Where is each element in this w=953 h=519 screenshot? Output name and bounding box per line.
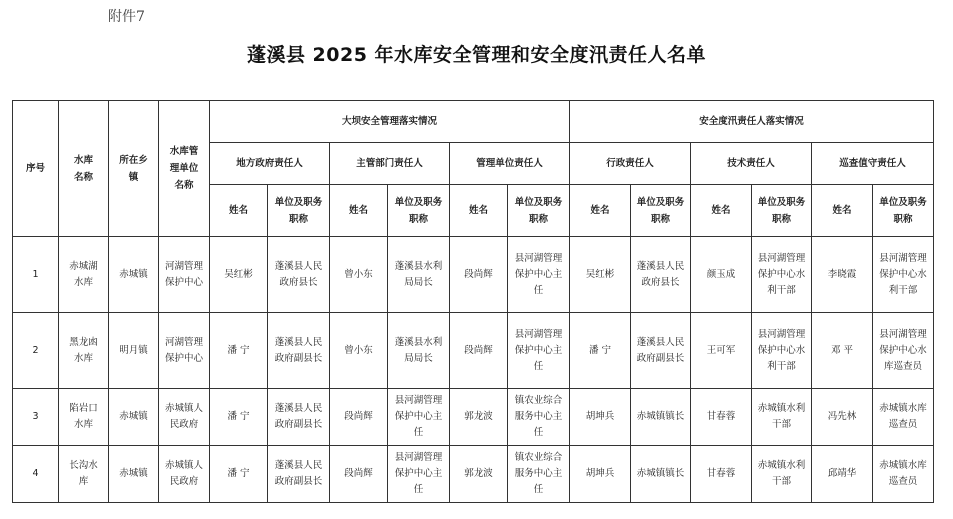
cell-admin-name: 潘 宁 xyxy=(570,313,631,389)
cell-mu-title: 县河湖管理保护中心主任 xyxy=(508,237,570,313)
cell-reservoir: 黑龙凼水库 xyxy=(59,313,109,389)
cell-reservoir: 赤城湖水库 xyxy=(59,237,109,313)
cell-admin-title: 蓬溪县人民政府县长 xyxy=(631,237,691,313)
cell-mu-name: 郭龙波 xyxy=(450,389,508,446)
header-name: 姓名 xyxy=(570,185,631,237)
cell-mu-title: 镇农业综合服务中心主任 xyxy=(508,389,570,446)
header-unit-title: 单位及职务职称 xyxy=(873,185,934,237)
cell-patrol-name: 邱靖华 xyxy=(812,446,873,503)
attachment-label: 附件7 xyxy=(108,9,145,25)
header-mgmt-unit: 水库管理单位名称 xyxy=(159,101,210,237)
cell-dept-name: 段尚辉 xyxy=(330,446,388,503)
table-row xyxy=(13,389,934,446)
cell-seq: 3 xyxy=(13,389,59,446)
cell-town: 明月镇 xyxy=(109,313,159,389)
header-name: 姓名 xyxy=(691,185,752,237)
cell-dept-title: 蓬溪县水利局局长 xyxy=(388,237,450,313)
cell-seq: 1 xyxy=(13,237,59,313)
header-unit-title: 单位及职务职称 xyxy=(268,185,330,237)
cell-mgmt-unit: 河湖管理保护中心 xyxy=(159,313,210,389)
cell-dept-title: 县河湖管理保护中心主任 xyxy=(388,389,450,446)
cell-gov-title: 蓬溪县人民政府副县长 xyxy=(268,389,330,446)
cell-patrol-title: 赤城镇水库巡查员 xyxy=(873,446,934,503)
cell-reservoir: 长沟水库 xyxy=(59,446,109,503)
cell-seq: 4 xyxy=(13,446,59,503)
cell-gov-name: 潘 宁 xyxy=(210,313,268,389)
header-reservoir: 水库名称 xyxy=(59,101,109,237)
cell-tech-name: 颜玉成 xyxy=(691,237,752,313)
cell-gov-name: 潘 宁 xyxy=(210,446,268,503)
header-name: 姓名 xyxy=(210,185,268,237)
document-title: 蓬溪县 2025 年水库安全管理和安全度汛责任人名单 xyxy=(246,44,707,66)
header-admin: 行政责任人 xyxy=(570,143,691,185)
header-patrol: 巡查值守责任人 xyxy=(812,143,934,185)
cell-tech-name: 甘春蓉 xyxy=(691,446,752,503)
header-competent-dept: 主管部门责任人 xyxy=(330,143,450,185)
header-unit-title: 单位及职务职称 xyxy=(631,185,691,237)
header-mgmt-unit-resp: 管理单位责任人 xyxy=(450,143,570,185)
header-name: 姓名 xyxy=(450,185,508,237)
header-group-dam-safety: 大坝安全管理落实情况 xyxy=(210,101,570,143)
cell-gov-name: 潘 宁 xyxy=(210,389,268,446)
cell-admin-title: 赤城镇镇长 xyxy=(631,446,691,503)
cell-patrol-title: 赤城镇水库巡查员 xyxy=(873,389,934,446)
table-row xyxy=(13,313,934,389)
cell-reservoir: 陷岩口水库 xyxy=(59,389,109,446)
header-unit-title: 单位及职务职称 xyxy=(508,185,570,237)
cell-mu-title: 县河湖管理保护中心主任 xyxy=(508,313,570,389)
cell-patrol-title: 县河湖管理保护中心水库巡查员 xyxy=(873,313,934,389)
cell-mu-name: 郭龙波 xyxy=(450,446,508,503)
cell-dept-title: 蓬溪县水利局局长 xyxy=(388,313,450,389)
cell-tech-title: 赤城镇水利干部 xyxy=(752,389,812,446)
cell-dept-name: 段尚辉 xyxy=(330,389,388,446)
cell-mu-name: 段尚辉 xyxy=(450,313,508,389)
cell-town: 赤城镇 xyxy=(109,446,159,503)
cell-dept-name: 曾小东 xyxy=(330,313,388,389)
header-name: 姓名 xyxy=(812,185,873,237)
cell-tech-title: 县河湖管理保护中心水利干部 xyxy=(752,313,812,389)
cell-gov-name: 吴红彬 xyxy=(210,237,268,313)
table-row xyxy=(13,237,934,313)
cell-patrol-name: 冯先林 xyxy=(812,389,873,446)
cell-dept-name: 曾小东 xyxy=(330,237,388,313)
cell-gov-title: 蓬溪县人民政府副县长 xyxy=(268,313,330,389)
cell-dept-title: 县河湖管理保护中心主任 xyxy=(388,446,450,503)
cell-seq: 2 xyxy=(13,313,59,389)
cell-admin-name: 胡坤兵 xyxy=(570,446,631,503)
table-row xyxy=(13,446,934,503)
cell-mgmt-unit: 赤城镇人民政府 xyxy=(159,446,210,503)
cell-mu-title: 镇农业综合服务中心主任 xyxy=(508,446,570,503)
header-seq: 序号 xyxy=(13,101,59,237)
cell-tech-name: 甘春蓉 xyxy=(691,389,752,446)
cell-town: 赤城镇 xyxy=(109,237,159,313)
cell-tech-title: 赤城镇水利干部 xyxy=(752,446,812,503)
cell-gov-title: 蓬溪县人民政府副县长 xyxy=(268,446,330,503)
cell-town: 赤城镇 xyxy=(109,389,159,446)
cell-tech-name: 王可军 xyxy=(691,313,752,389)
cell-gov-title: 蓬溪县人民政府县长 xyxy=(268,237,330,313)
cell-patrol-title: 县河湖管理保护中心水利干部 xyxy=(873,237,934,313)
cell-admin-title: 赤城镇镇长 xyxy=(631,389,691,446)
header-group-flood-safety: 安全度汛责任人落实情况 xyxy=(570,101,934,143)
header-tech: 技术责任人 xyxy=(691,143,812,185)
header-unit-title: 单位及职务职称 xyxy=(752,185,812,237)
header-unit-title: 单位及职务职称 xyxy=(388,185,450,237)
cell-mgmt-unit: 河湖管理保护中心 xyxy=(159,237,210,313)
header-local-gov: 地方政府责任人 xyxy=(210,143,330,185)
cell-patrol-name: 邓 平 xyxy=(812,313,873,389)
header-town: 所在乡镇 xyxy=(109,101,159,237)
cell-tech-title: 县河湖管理保护中心水利干部 xyxy=(752,237,812,313)
cell-admin-title: 蓬溪县人民政府副县长 xyxy=(631,313,691,389)
header-name: 姓名 xyxy=(330,185,388,237)
cell-admin-name: 吴红彬 xyxy=(570,237,631,313)
cell-mgmt-unit: 赤城镇人民政府 xyxy=(159,389,210,446)
cell-admin-name: 胡坤兵 xyxy=(570,389,631,446)
responsibility-table xyxy=(12,100,934,503)
cell-patrol-name: 李晓霞 xyxy=(812,237,873,313)
cell-mu-name: 段尚辉 xyxy=(450,237,508,313)
